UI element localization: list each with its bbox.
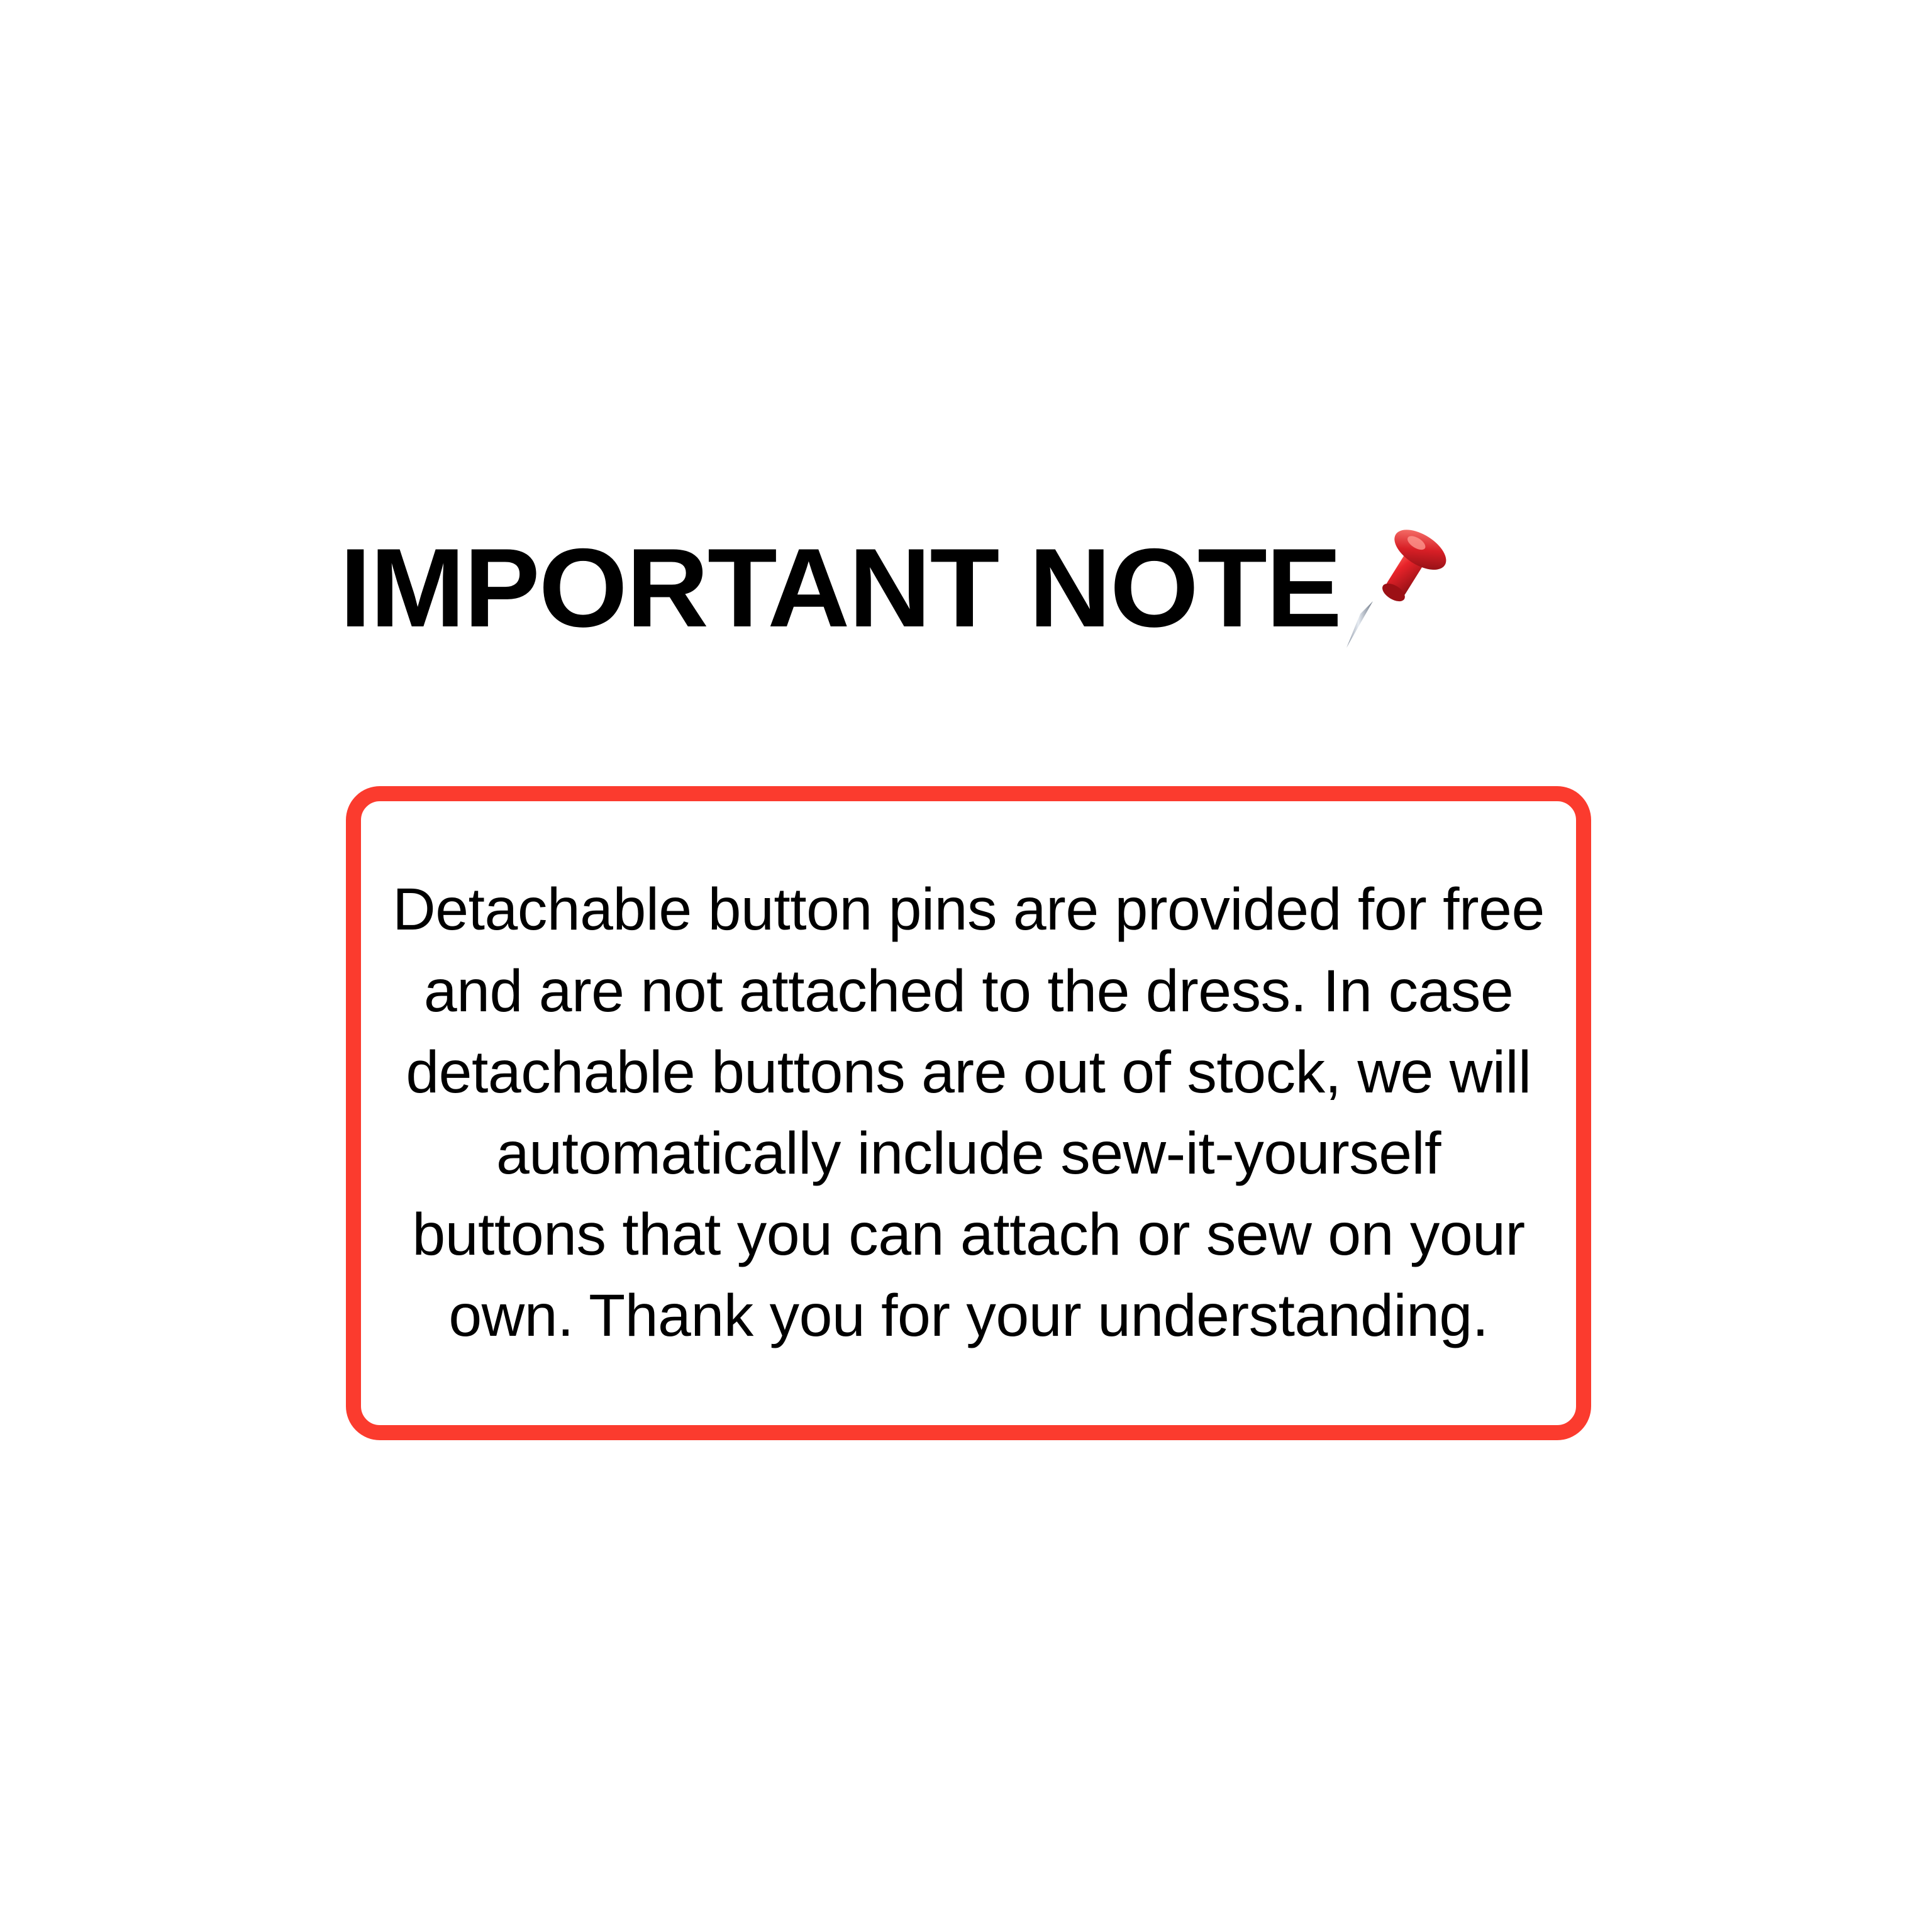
heading	[0, 516, 1932, 660]
pushpin-icon	[1328, 519, 1460, 664]
important-note-box	[346, 786, 1591, 1440]
page-title: IMPORTANT NOTE	[340, 525, 1341, 650]
note-body-text: Detachable button pins are provided for free and are not attached to the dress. In case detachable buttons are out of stock, we will automatically include sew-it-yourself buttons that you can attach or sew on your own. Thank you for your understanding.	[392, 876, 1545, 1350]
